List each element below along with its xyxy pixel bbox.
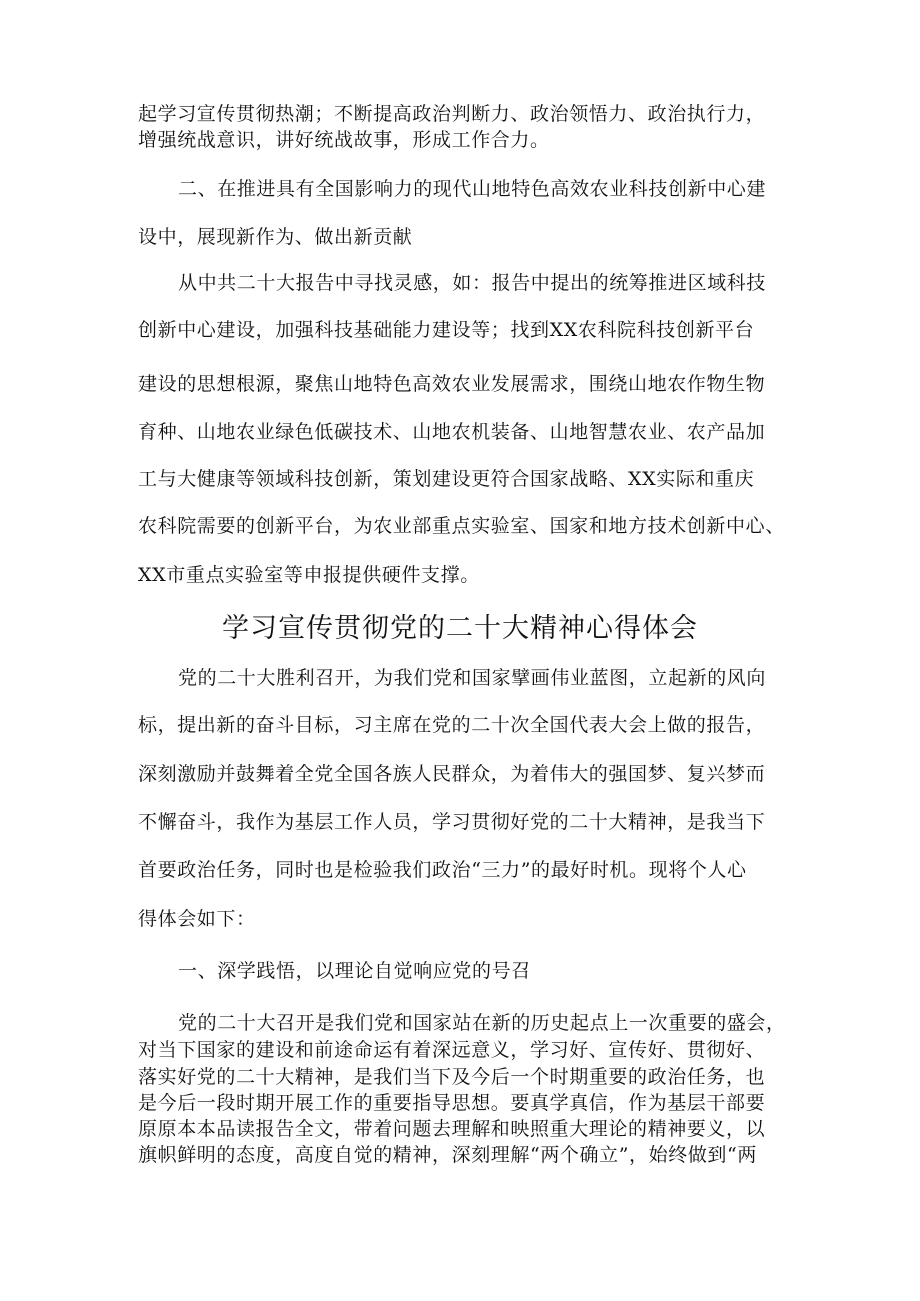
paragraph-line: 原原本本品读报告全文，带着问题去理解和映照重大理论的精神要义，以 (138, 1118, 766, 1140)
paragraph-line: 增强统战意识，讲好统战故事，形成工作合力。 (138, 129, 550, 151)
paragraph-line: 工与大健康等领域科技创新，策划建设更符合国家战略、XX实际和重庆 (138, 468, 755, 490)
paragraph-line: 创新中心建设，加强科技基础能力建设等；找到XX农科院科技创新平台 (138, 319, 755, 341)
section-heading: 设中，展现新作为、做出新贡献 (138, 226, 413, 248)
paragraph-line: 育种、山地农业绿色低碳技术、山地农机装备、山地智慧农业、农产品加 (138, 421, 766, 443)
paragraph-line: 建设的思想根源，聚焦山地特色高效农业发展需求，围绕山地农作物生物 (138, 373, 766, 395)
paragraph-line: 标，提出新的奋斗目标，习主席在党的二十次全国代表大会上做的报告， (138, 714, 766, 736)
paragraph-line: 落实好党的二十大精神，是我们当下及今后一个时期重要的政治任务，也 (138, 1066, 766, 1088)
paragraph-line: 得体会如下： (138, 908, 256, 930)
paragraph-line: 党的二十大召开是我们党和国家站在新的历史起点上一次重要的盛会， (178, 1012, 786, 1034)
paragraph-line: XX市重点实验室等申报提供硬件支撑。 (138, 564, 480, 586)
paragraph-line: 首要政治任务，同时也是检验我们政治“三力”的最好时机。现将个人心 (138, 859, 747, 881)
article-title: 学习宣传贯彻党的二十大精神心得体会 (222, 613, 698, 644)
paragraph-line: 农科院需要的创新平台，为农业部重点实验室、国家和地方技术创新中心、 (138, 515, 785, 537)
paragraph-line: 深刻激励并鼓舞着全党全国各族人民群众，为着伟大的强国梦、复兴梦而 (138, 763, 766, 785)
paragraph-line: 起学习宣传贯彻热潮；不断提高政治判断力、政治领悟力、政治执行力， (138, 103, 766, 125)
paragraph-line: 对当下国家的建设和前途命运有着深远意义，学习好、宣传好、贯彻好、 (138, 1039, 766, 1061)
paragraph-line: 旗帜鲜明的态度，高度自觉的精神，深刻理解“两个确立”，始终做到“两 (138, 1144, 757, 1166)
paragraph-line: 党的二十大胜利召开，为我们党和国家擘画伟业蓝图，立起新的风向 (178, 667, 767, 689)
section-heading: 一、深学践悟，以理论自觉响应党的号召 (178, 960, 531, 982)
section-heading: 二、在推进具有全国影响力的现代山地特色高效农业科技创新中心建 (178, 178, 767, 200)
paragraph-line: 不懈奋斗，我作为基层工作人员，学习贯彻好党的二十大精神，是我当下 (138, 811, 766, 833)
paragraph-line: 从中共二十大报告中寻找灵感，如：报告中提出的统筹推进区域科技 (178, 272, 767, 294)
paragraph-line: 是今后一段时期开展工作的重要指导思想。要真学真信，作为基层干部要 (138, 1092, 766, 1114)
